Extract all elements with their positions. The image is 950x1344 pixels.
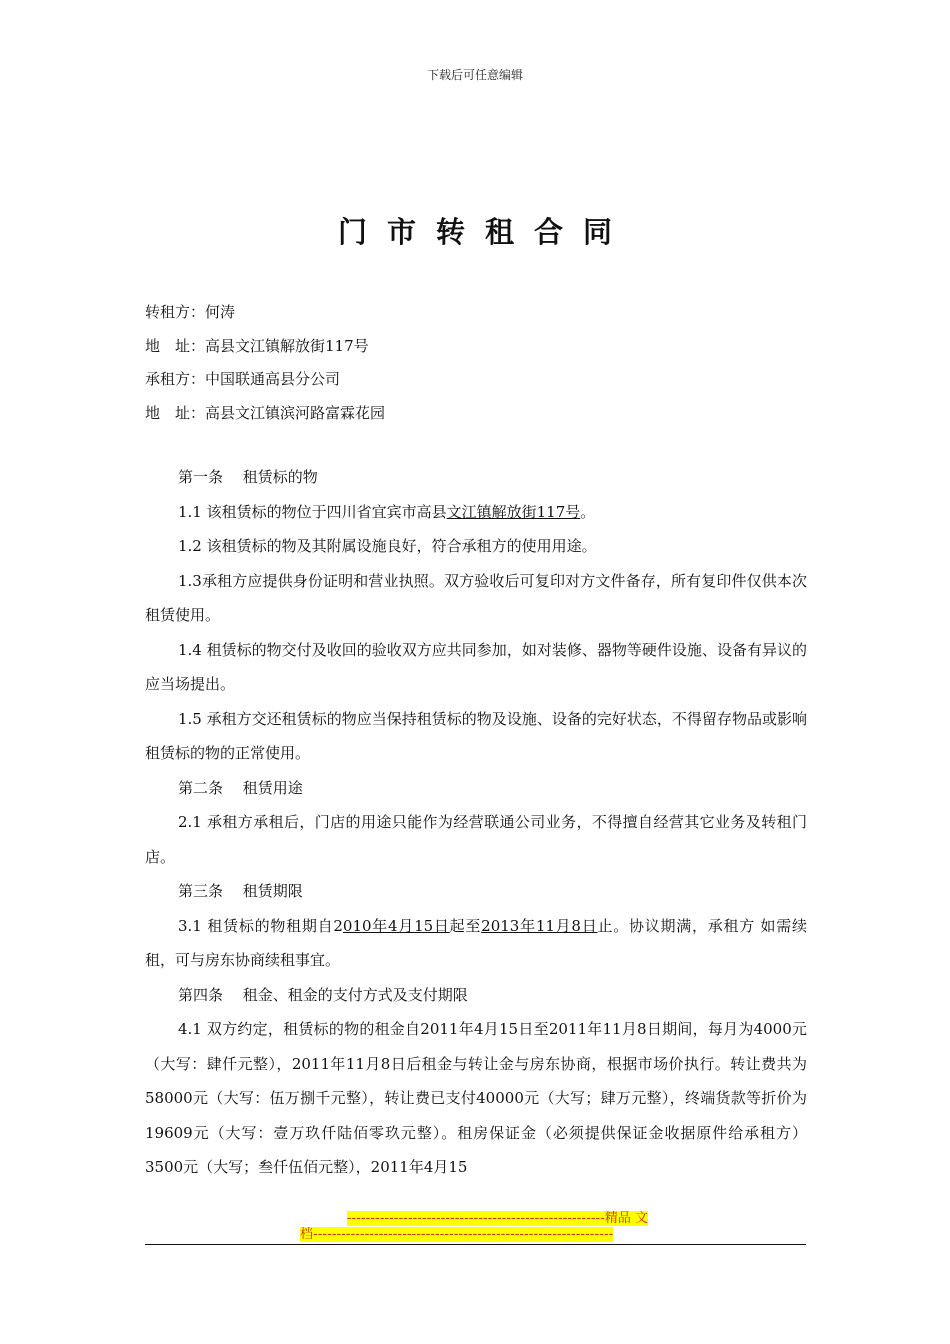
- clause-3-1-start-date: 010年4月15日: [342, 916, 450, 935]
- clause-2-1: 2.1 承租方承租后，门店的用途只能作为经营联通公司业务，不得擅自经营其它业务及转租门店。: [145, 813, 807, 866]
- sublessor-value: 何涛: [205, 303, 236, 321]
- sublessor-address-row: [145, 330, 805, 364]
- lessee-address-value: 高县文江镇滨河路富霖花园: [205, 403, 386, 422]
- clause-1-3: 1.3承租方应提供身份证明和营业执照。双方验收后可复印对方文件备存，所有复印件仅供本次租赁使用。: [145, 571, 807, 624]
- sublessor-address-value: 高县文江镇解放街117号: [205, 336, 369, 355]
- clause-3-1-end: 止。协议期满，承租方 如需续租，可与房东协商续租事宜。: [145, 916, 807, 969]
- lessee-address-row: [145, 397, 805, 431]
- clause-1-1: [145, 495, 807, 530]
- header-note: 下载后可任意编辑: [426, 68, 523, 82]
- contract-body: [145, 460, 807, 1185]
- footer-divider: [145, 1244, 806, 1245]
- lessee-label: 承租方：: [145, 370, 206, 388]
- clause-1-2: 1.2 该租赁标的物及其附属设施良好，符合承租方的使用用途。: [178, 537, 597, 555]
- article-4-heading: 第四条 租金、租金的支付方式及支付期限: [178, 985, 468, 1004]
- clause-1-1-text: 1.1 该租赁标的物位于四川省宜宾市高县: [178, 502, 447, 521]
- clause-1-1-end: 。: [580, 502, 596, 521]
- article-1-heading: 第一条 租赁标的物: [178, 468, 318, 486]
- sublessor-row: [145, 296, 805, 330]
- sublessor-label: 转租方：: [145, 303, 206, 321]
- clause-3-1-end-date: 2013年11月8日: [481, 916, 598, 935]
- clause-4-1: 4.1 双方约定，租赁标的物的租金自2011年4月15日至2011年11月8日期间，每月为4000元（大写：肆仟元整），2011年11月8日后租金与转让金与房东协商，根据市场价执行。转让费共为58000元（大写：伍万捌千元整），转让费已支付40000元（大写；肆万元整），终端货款等折价为19609元（大写：壹万玖仟陆佰零玖元整）。租房保证金（必须提供保证金收据原件给承租方）3500元（大写；叁仟伍佰元整），2011年4月15: [145, 1020, 807, 1176]
- footer-line-2: [300, 1227, 648, 1243]
- lessee-row: [145, 363, 805, 397]
- footer-line-2-text: 档----------------------------------------------------------------: [300, 1227, 614, 1242]
- footer-line-1: [300, 1211, 648, 1227]
- article-3-heading: 第三条 租赁期限: [178, 882, 303, 900]
- clause-3-1: [145, 909, 807, 978]
- lessee-address-label: 地 址：: [145, 403, 206, 422]
- parties-block: [145, 296, 805, 430]
- lessee-value: 中国联通高县分公司: [205, 370, 341, 388]
- footer-banner: [300, 1211, 648, 1243]
- clause-3-1-mid: 起至: [449, 916, 482, 935]
- clause-1-1-address: 文江镇解放街117号: [446, 502, 581, 521]
- clause-1-4: 1.4 租赁标的物交付及收回的验收双方应共同参加，如对装修、器物等硬件设施、设备有异议的应当场提出。: [145, 640, 807, 693]
- clause-1-5: 1.5 承租方交还租赁标的物应当保持租赁标的物及设施、设备的完好状态，不得留存物品或影响租赁标的物的正常使用。: [145, 709, 807, 762]
- sublessor-address-label: 地 址：: [145, 336, 206, 355]
- document-title: 门市转租合同: [337, 215, 632, 249]
- article-2-heading: 第二条 租赁用途: [178, 778, 303, 797]
- clause-3-1-text: 3.1 租赁标的物租期自2: [178, 916, 343, 935]
- footer-line-1-text: -------------------------------------------------------精品 文: [346, 1211, 648, 1226]
